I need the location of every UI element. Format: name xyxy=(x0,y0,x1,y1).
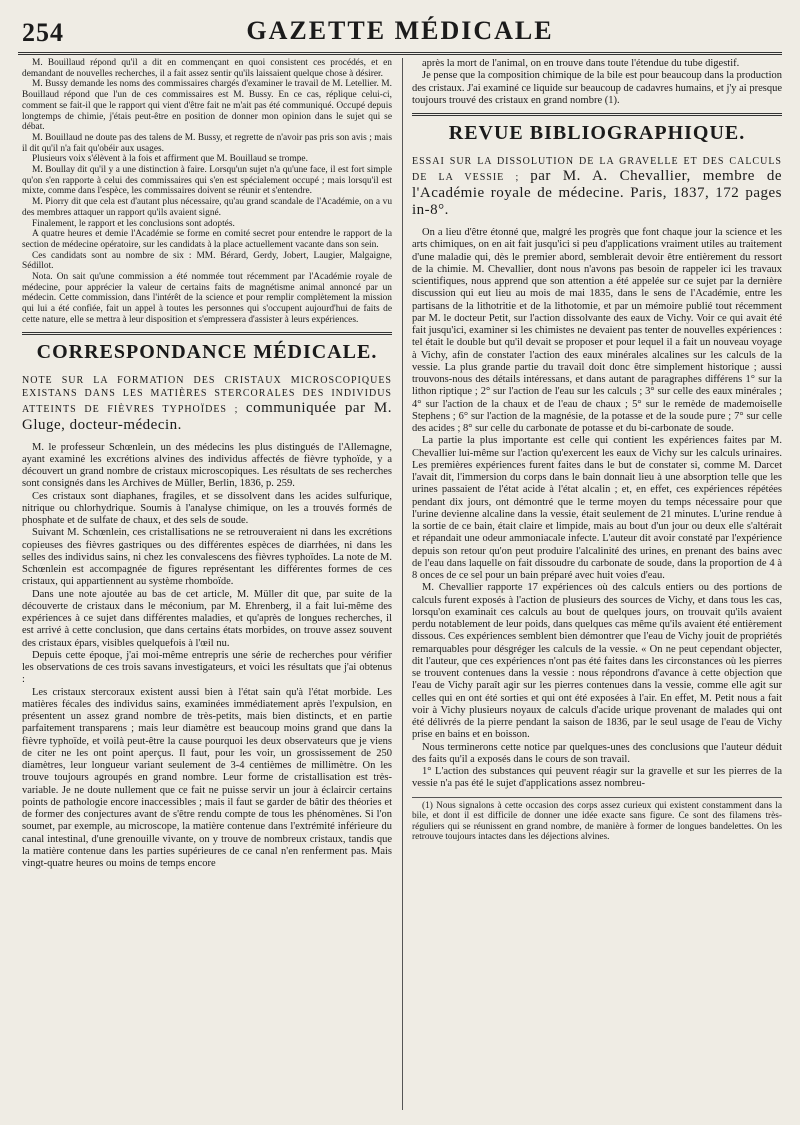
body-paragraph: La partie la plus importante est celle qui contient les expériences faites par M. Chevallier lui-même sur l'action qu'exercent les eaux de Vichy sur les calculs urinaires. Les premières expériences furent faites dans le but de constater si, comme M. Darcet l'avait dit, l'immersion du corps dans le bain donnait lieu à une absorption telle que les urines passaient de l'état acide à l'état alcalin ; et, en effet, ces expériences répétées pendant dix jours, ont démontré que le terme moyen du temps nécessaire pour que l'urine devienne alcaline dans la vessie, était seulement de 21 minutes. L'urine rendue à la sortie de ce bain, était claire et limpide, mais au bout d'un jour ou deux elle s'altérait et répandait une odeur ammoniacale infecte. L'auteur dit avoir constaté par l'expérience depuis son retour qu'on peut produire l'alcalinité des urines, en prenant des bains avec de l'eau dans laquelle on fait dissoudre du carbonate de soude, dans la proportion de 4 à 8 onces de ce sel pour un bain préparé avec huit voies d'eau. xyxy=(412,435,782,581)
body-paragraph: Nous terminerons cette notice par quelques-unes des conclusions que l'auteur déduit des faits qu'il a exposés dans le cours de son travail. xyxy=(412,741,782,765)
footnote xyxy=(412,797,782,843)
column-divider xyxy=(402,58,403,1110)
session-paragraph: M. Bussy demande les noms des commissaires chargés d'examiner le travail de M. Letellier. M. Bouillaud répond que l'un de ces commissaires est M. Bussy. En ce cas, réplique celui-ci, comment se fait-il que le rapport qui vient d'être fait ne m'ait pas été communiqué. Occupé depuis longtemps de chimie, j'étais peut-être en position de donner mon opinion dans le sujet qui se débat. xyxy=(22,79,392,133)
session-paragraph: M. Piorry dit que cela est d'autant plus nécessaire, qu'au grand scandale de l'Académie, on a vu des membres attaquer un rapport qu'ils avaient signé. xyxy=(22,197,392,218)
body-paragraph: Depuis cette époque, j'ai moi-même entrepris une série de recherches pour vérifier les observations de ces trois savans investigateurs, et voici les résultats que j'ai obtenus : xyxy=(22,649,392,686)
right-column xyxy=(412,58,782,1118)
body-paragraph: 1° L'action des substances qui peuvent réagir sur la gravelle et sur les pierres de la vessie n'a pas été le sujet d'applications assez nombreu- xyxy=(412,766,782,790)
section-title-revue: REVUE BIBLIOGRAPHIQUE. xyxy=(448,122,746,144)
body-paragraph: Dans une note ajoutée au bas de cet article, M. Müller dit que, par suite de la découverte de cristaux dans le méconium, par M. Ehrenberg, il a fait lui-même des expériences à ce sujet dans différentes maladies, et qu'après de longues recherches, il est arrivé à cette conclusion, que dans certains états morbides, on trouve assez souvent des cristaux épars, visibles quelquefois à l'œil nu. xyxy=(22,588,392,649)
body-paragraph: Les cristaux stercoraux existent aussi bien à l'état sain qu'à l'état morbide. Les matières fécales des individus sains, examinées immédiatement après l'expulsion, en présentent un assez grand nombre de très-petits, mais bien distincts, et en partie parfaitement transparens ; mais leur diamètre est beaucoup moins grand que dans la fièvre typhoïde, et voilà peut-être la cause pourquoi les deux observateurs que je viens de citer ne les ont point aperçus. Il faut, pour les voir, un grossissement de 250 diamètres, leur longueur variant seulement de 3-4 centièmes de millimètre. On les trouve toujours agroupés en grand nombre. Leur forme de cristallisation est très-variable. Je ne doute nullement que ce fait ne puisse servir un jour à éclaircir certains points de pathologie encore inaccessibles ; mais il faut se garder de bâtir des théories et de former des conjectures avant de s'être rendu compte de tous les phénomènes. Si l'on soumet, par exemple, au microscope, la matière contenue dans l'extrémité inférieure du canal intestinal, d'une grenouille vivante, on y trouve de nombreux cristaux, tandis que la matière contenue dans les parties supérieures de ce canal n'en renferment pas. Mais vingt-quatre heures ou moins de temps encore xyxy=(22,686,392,870)
session-paragraph: M. Boullay dit qu'il y a une distinction à faire. Lorsqu'un sujet n'a qu'une face, il est fort simple qu'on s'en rapporte à celui des commissaires qui s'en est spécialement occupé ; mais lorsqu'il est mixte, comme dans l'espèce, les commissaires doivent se réunir et s'entendre. xyxy=(22,165,392,197)
page-header xyxy=(18,14,782,50)
body-paragraph: Je pense que la composition chimique de la bile est pour beaucoup dans la production des cristaux. J'ai examiné ce liquide sur beaucoup de cadavres humains, et j'y ai presque toujours trouvé des cristaux en grand nombre (1). xyxy=(412,70,782,106)
body-paragraph: M. Chevallier rapporte 17 expériences où des calculs entiers ou des portions de calculs furent exposés à l'action de plusieurs des sources de Vichy, et dans tous les cas, lorsqu'on examinait ces calculs au bout de quelques jours, on trouvait qu'ils avaient perdu notablement de leur poids, dans quelques cas même qu'ils avaient été entièrement dissous. Ces expériences semblent bien démontrer que l'eau de Vichy jouit de propriétés remarquables pour désgréger les calculs de la vessie. « On ne peut cependant objecter, dit l'auteur, que ces expériences n'ont pas été faites dans les circonstances où les pierres se trouvent contenues dans la vessie : nous répondrons d'avance à cette objection que l'eau de Vichy paraît agir sur les pierres contenues dans la vessie, comme elle agit sur celles qui en ont été sorties et qui ont été exposées à l'air. En effet, M. Petit nous a fait voir à Vichy plusieurs noyaux de calculs d'acide urique provenant de malades qui ont été délivrés de la pierre pendant la saison de 1836, par le seul usage de l'eau de Vichy prise en bains et en boisson. xyxy=(412,582,782,741)
session-paragraph: Finalement, le rapport et les conclusions sont adoptés. xyxy=(32,218,235,229)
article-byline: communiquée par M. Gluge, docteur-médecin. xyxy=(22,399,392,433)
body-paragraph: Suivant M. Schœnlein, ces cristallisations ne se retrouveraient ni dans les excrétions copieuses des fièvres gastriques ou des différentes espèces de diarrhées, ni dans les selles des individus sains, ni chez les convalescens des fièvres typhoïdes. La note de M. Schœnlein est accompagnée de figures représentant les différentes formes de ces cristaux, qui appartiennent au système rhomboïde. xyxy=(22,527,392,588)
footnote-text: (1) Nous signalons à cette occasion des corps assez curieux qui existent constamment dans la bile, et dont il est difficile de donner une idée exacte sans figure. Ce sont des filamens très-réguliers qui se réunissent en grand nombre, de manière à former de longues bandelettes. On les retrouve toujours intactes dans les déjections alvines. xyxy=(412,800,782,843)
session-paragraph: A quatre heures et demie l'Académie se forme en comité secret pour entendre le rapport de la section de médecine opératoire, sur les candidats à la place actuellement vacante dans son sein. xyxy=(22,229,392,250)
body-paragraph: Ces cristaux sont diaphanes, fragiles, et se dissolvent dans les acides sulfurique, nitrique ou chlorhydrique. Soumis à l'analyse chimique, on les a trouvés formés de phosphate et de sulfate de chaux, et des sels de soude. xyxy=(22,490,392,527)
nota-paragraph: Nota. On sait qu'une commission a été nommée tout récemment par l'Académie royale de médecine, pour apprécier la valeur de certains faits de magnétisme animal annoncé par un médecin. Cette commission, dans l'intérêt de la science et pour remplir complètement la mission qui lui a été confiée, fait un appel à toutes les personnes qui s'occupent aujourd'hui de faits de cette nature, elle se mettra à leur disposition et s'empressera d'assister à leurs expériences. xyxy=(22,272,392,325)
section-rule xyxy=(22,332,392,335)
article-title-caps: NOTE SUR LA FORMATION DES CRISTAUX MICROSCOPIQUES EXISTANS DANS LES MATIÈRES STERCORALES DES INDIVIDUS ATTEINTS DE FIÈVRES TYPHOÏDES ; xyxy=(22,374,392,415)
article-title xyxy=(22,374,392,434)
page-number: 254 xyxy=(22,18,64,47)
body-paragraph: On a lieu d'être étonné que, malgré les progrès que font chaque jour la science et les arts chimiques, on en ait fait jusqu'ici si peu d'applications vraiment utiles au traitement d'une maladie qui, dès le premier abord, semblerait devoir être entièrement du ressort de la chimie. M. Chevallier, dont nous n'avons pas besoin de rappeler ici les travaux scientifiques, nous apprend que son attention a été appelée sur ce sujet par la dernière discussion qui eut lieu au mois de mai 1835, dans le sens de l'Académie, entre les partisans de la lithotritie et de la lithotomie, et par un mémoire publié tout récemment par M. le docteur Petit, sur l'action dissolvante des eaux de Vichy. Voir ce qui avait été fait jusqu'ici, examiner si les chimistes ne devaient pas tenter de nouvelles expériences : tel était le double but qu'il devait se proposer et pour lequel il a fait un nouveau voyage à Vichy, afin de constater l'action des eaux minérales alcalines sur les calculs de la vessie. La plus grande partie du travail doit donc être simplement historique ; aussi trouvons-nous des détails intéressans, et dans autant de paragraphes différens 1° sur la lithon riptique ; 2° sur l'action de l'eau sur les calculs ; 3° sur celle des eaux minérales ; 4° sur l'action de la chaux et de l'eau de chaux ; 5° sur le remède de mademoiselle Stephens ; 6° sur l'action de la magnésie, de la potasse et de la soude pure ; 7° sur celle des acides ; 8° sur celle du carbonate de potasse et du bi-carbonate de soude. xyxy=(412,227,782,434)
body-paragraph: après la mort de l'animal, on en trouve dans toute l'étendue du tube digestif. xyxy=(422,58,740,69)
body-paragraph: M. le professeur Schœnlein, un des médecins les plus distingués de l'Allemagne, ayant examiné les excrétions alvines des individus affectés de fièvre typhoïde, y a découvert un grand nombre de cristaux microscopiques. Les résultats de ses recherches sont consignés dans les Archives de Müller, Berlin, 1836, p. 259. xyxy=(22,441,392,490)
article-byline: par M. A. Chevallier, membre de l'Académie royale de médecine. Paris, 1837, 172 pages in-8°. xyxy=(412,168,782,218)
session-paragraph: Plusieurs voix s'élèvent à la fois et affirment que M. Bouillaud se trompe. xyxy=(32,154,308,165)
header-rule xyxy=(18,52,782,55)
masthead-title: GAZETTE MÉDICALE xyxy=(246,16,554,45)
left-column xyxy=(22,58,392,1118)
section-title-correspondance: CORRESPONDANCE MÉDICALE. xyxy=(36,340,378,363)
article-title xyxy=(412,155,782,219)
article-title-caps: ESSAI SUR LA DISSOLUTION DE LA GRAVELLE ET DES CALCULS DE LA VESSIE ; xyxy=(412,156,782,183)
session-paragraph: M. Bouillaud répond qu'il a dit en commençant en quoi consistent ces procédés, et en demandant de nouvelles recherches, il a fait assez sentir qu'ils laissaient quelque chose à désirer. xyxy=(22,58,392,79)
session-paragraph: M. Bouillaud ne doute pas des talens de M. Bussy, et regrette de n'avoir pas pris son avis ; mais il dit qu'il n'a fait qu'obéir aux usages. xyxy=(22,132,392,154)
section-rule xyxy=(412,113,782,116)
session-paragraph: Ces candidats sont au nombre de six : MM. Bérard, Gerdy, Jobert, Laugier, Malgaigne, Sédillot. xyxy=(22,250,392,272)
